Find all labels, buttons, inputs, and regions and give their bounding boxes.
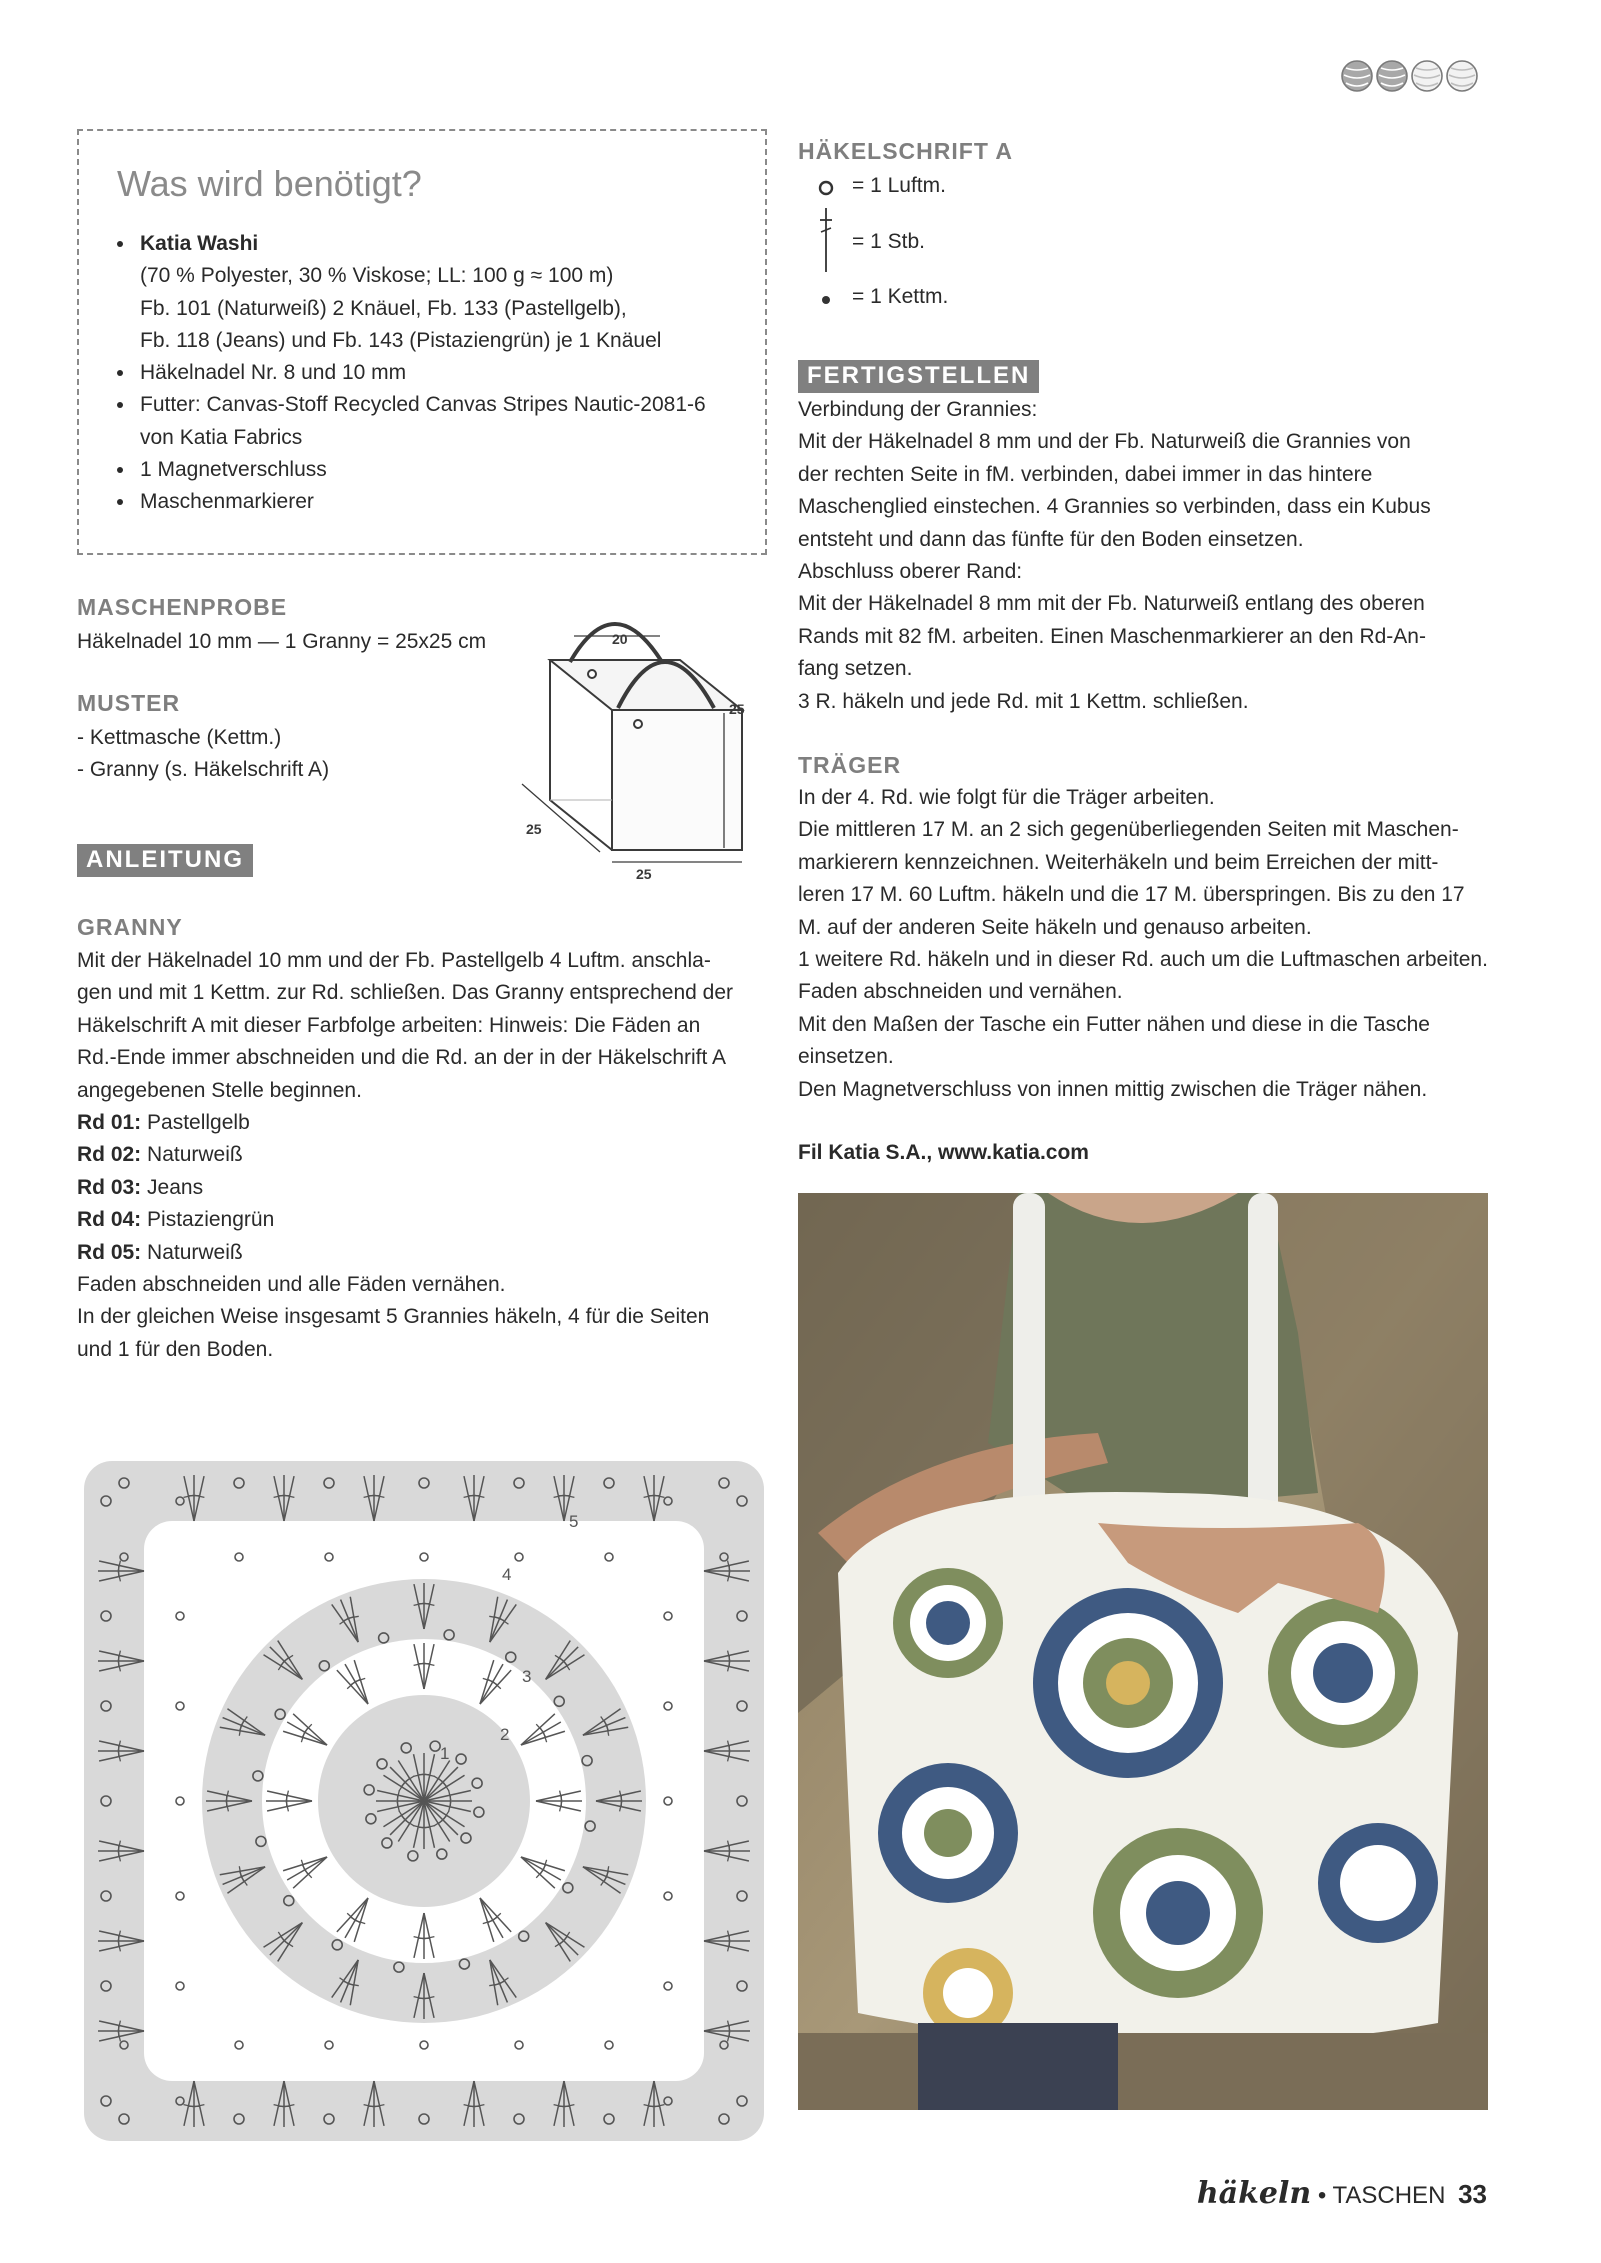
round-label: Rd 05:: [77, 1240, 142, 1264]
granny-crochet-chart: [84, 1461, 764, 2141]
magazine-brand: häkeln: [1196, 2176, 1312, 2211]
page-number: 33: [1458, 2179, 1487, 2209]
bag-dimension-diagram: [512, 596, 752, 886]
text-line: und 1 für den Boden.: [77, 1337, 274, 1361]
text-line: Den Magnetverschluss von innen mittig zwischen die Träger nähen.: [798, 1077, 1428, 1101]
text-line: Abschluss oberer Rand:: [798, 560, 1023, 584]
credit: Fil Katia S.A., www.katia.com: [798, 1141, 1089, 1164]
round-label: Rd 03:: [77, 1175, 142, 1199]
text-line: Verbindung der Grannies:: [798, 398, 1038, 421]
straps-title: TRÄGER: [798, 752, 902, 778]
text-line: Mit der Häkelnadel 8 mm mit der Fb. Naturweiß entlang des oberen: [798, 592, 1425, 616]
round-row: [77, 1107, 777, 1139]
chart-legend-title: HÄKELSCHRIFT A: [798, 138, 1014, 164]
footer-bullet: •: [1317, 2182, 1327, 2209]
text-line: leren 17 M. 60 Luftm. häkeln und die 17 M. überspringen. Bis zu den 17: [798, 883, 1465, 907]
gauge-title: MASCHENPROBE: [77, 594, 288, 620]
text-line: Mit der Häkelnadel 10 mm und der Fb. Pastellgelb 4 Luftm. anschla-: [77, 949, 711, 972]
product-detail: Fb. 118 (Jeans) und Fb. 143 (Pistaziengrün) je 1 Knäuel: [140, 328, 662, 352]
gauge-text: Häkelnadel 10 mm — 1 Granny = 25x25 cm: [77, 630, 487, 653]
chain-stitch-icon: [816, 178, 836, 198]
round-number: 5: [569, 1512, 579, 1531]
product-detail: (70 % Polyester, 30 % Viskose; LL: 100 g ≈ 100 m): [140, 264, 614, 288]
round-number: 3: [522, 1667, 532, 1686]
list-item: • Maschenmarkierer: [136, 486, 776, 518]
text-line: angegebenen Stelle beginnen.: [77, 1078, 362, 1102]
page-footer: [1197, 2176, 1487, 2211]
granny-instructions: [77, 945, 777, 1366]
text-line: einsetzen.: [798, 1045, 894, 1069]
requirements-title: Was wird benötigt?: [117, 163, 422, 204]
instructions-title: ANLEITUNG: [77, 844, 253, 877]
dim-depth: 25: [526, 821, 542, 837]
round-row: [77, 1172, 777, 1204]
text-line: der rechten Seite in fM. verbinden, dabei immer in das hintere: [798, 462, 1373, 486]
text-line: Faden abschneiden und alle Fäden vernähen.: [77, 1273, 506, 1297]
text-line: markierern kennzeichnen. Weiterhäkeln und beim Erreichen der mitt-: [798, 850, 1439, 874]
round-number: 2: [500, 1725, 510, 1744]
round-row: [77, 1204, 777, 1236]
legend-label: = 1 Luftm.: [852, 174, 946, 197]
pattern-list: [77, 722, 329, 787]
product-name: • Katia Washi: [140, 232, 259, 255]
legend-label: = 1 Kettm.: [852, 285, 949, 308]
round-number: 1: [440, 1744, 450, 1763]
round-number: 4: [502, 1565, 512, 1584]
list-item: • 1 Magnetverschluss: [136, 454, 776, 486]
list-item-line: • Futter: Canvas-Stoff Recycled Canvas Stripes Nautic-2081-6: [140, 393, 706, 417]
text-line: 1 weitere Rd. häkeln und in dieser Rd. auch um die Luftmaschen arbeiten.: [798, 948, 1488, 972]
dim-width: 25: [636, 866, 652, 882]
text-line: Faden abschneiden und vernähen.: [798, 980, 1123, 1004]
text-line: gen und mit 1 Kettm. zur Rd. schließen. Das Granny entsprechend der: [77, 981, 733, 1005]
list-item: • Häkelnadel Nr. 8 und 10 mm: [136, 357, 776, 389]
text-line: M. auf der anderen Seite häkeln und genauso arbeiten.: [798, 915, 1312, 939]
round-label: Rd 04:: [77, 1208, 142, 1232]
finishing-text: [798, 394, 1488, 718]
granny-title: GRANNY: [77, 914, 183, 940]
product-detail: Fb. 101 (Naturweiß) 2 Knäuel, Fb. 133 (Pastellgelb),: [140, 296, 627, 320]
slip-stitch-icon: [816, 290, 836, 310]
yarn-ball-icons: [1340, 56, 1490, 96]
dim-height: 25: [729, 701, 745, 717]
text-line: Rands mit 82 fM. arbeiten. Einen Maschenmarkierer an den Rd-An-: [798, 624, 1426, 648]
list-item: [136, 389, 776, 454]
round-color: Pistaziengrün: [147, 1208, 275, 1232]
double-crochet-icon: [816, 206, 836, 274]
round-color: Pastellgelb: [147, 1111, 250, 1135]
text-line: Mit der Häkelnadel 8 mm und der Fb. Naturweiß die Grannies von: [798, 430, 1411, 454]
text-line: Die mittleren 17 M. an 2 sich gegenüberliegenden Seiten mit Maschen-: [798, 818, 1459, 842]
round-row: [77, 1139, 777, 1171]
text-line: In der 4. Rd. wie folgt für die Träger arbeiten.: [798, 786, 1215, 809]
requirements-list: [116, 228, 776, 519]
pattern-item: - Granny (s. Häkelschrift A): [77, 758, 330, 782]
text-line: 3 R. häkeln und jede Rd. mit 1 Kettm. schließen.: [798, 689, 1249, 713]
pattern-item: - Kettmasche (Kettm.): [77, 726, 282, 749]
text-line: Maschenglied einstechen. 4 Grannies so verbinden, dass ein Kubus: [798, 495, 1431, 519]
round-color: Jeans: [147, 1175, 204, 1199]
text-line: Mit den Maßen der Tasche ein Futter nähen und diese in die Tasche: [798, 1012, 1430, 1036]
list-item: [136, 228, 776, 357]
text-line: In der gleichen Weise insgesamt 5 Grannies häkeln, 4 für die Seiten: [77, 1305, 710, 1329]
dim-top: 20: [612, 631, 628, 647]
round-color: Naturweiß: [147, 1143, 243, 1167]
text-line: fang setzen.: [798, 657, 913, 681]
legend-label: = 1 Stb.: [852, 230, 925, 253]
text-line: entsteht und dann das fünfte für den Boden einsetzen.: [798, 527, 1304, 551]
straps-text: [798, 782, 1488, 1106]
finishing-title: FERTIGSTELLEN: [798, 360, 1039, 393]
round-label: Rd 01:: [77, 1111, 142, 1135]
round-label: Rd 02:: [77, 1143, 142, 1167]
list-item-line: von Katia Fabrics: [140, 425, 303, 449]
round-row: [77, 1237, 777, 1269]
text-line: Häkelschrift A mit dieser Farbfolge arbeiten: Hinweis: Die Fäden an: [77, 1013, 701, 1037]
pattern-title: MUSTER: [77, 690, 181, 716]
text-line: Rd.-Ende immer abschneiden und die Rd. an der in der Häkelschrift A: [77, 1046, 727, 1070]
round-color: Naturweiß: [147, 1240, 243, 1264]
footer-section: TASCHEN: [1332, 2182, 1446, 2209]
bag-photo: [798, 1193, 1488, 2110]
